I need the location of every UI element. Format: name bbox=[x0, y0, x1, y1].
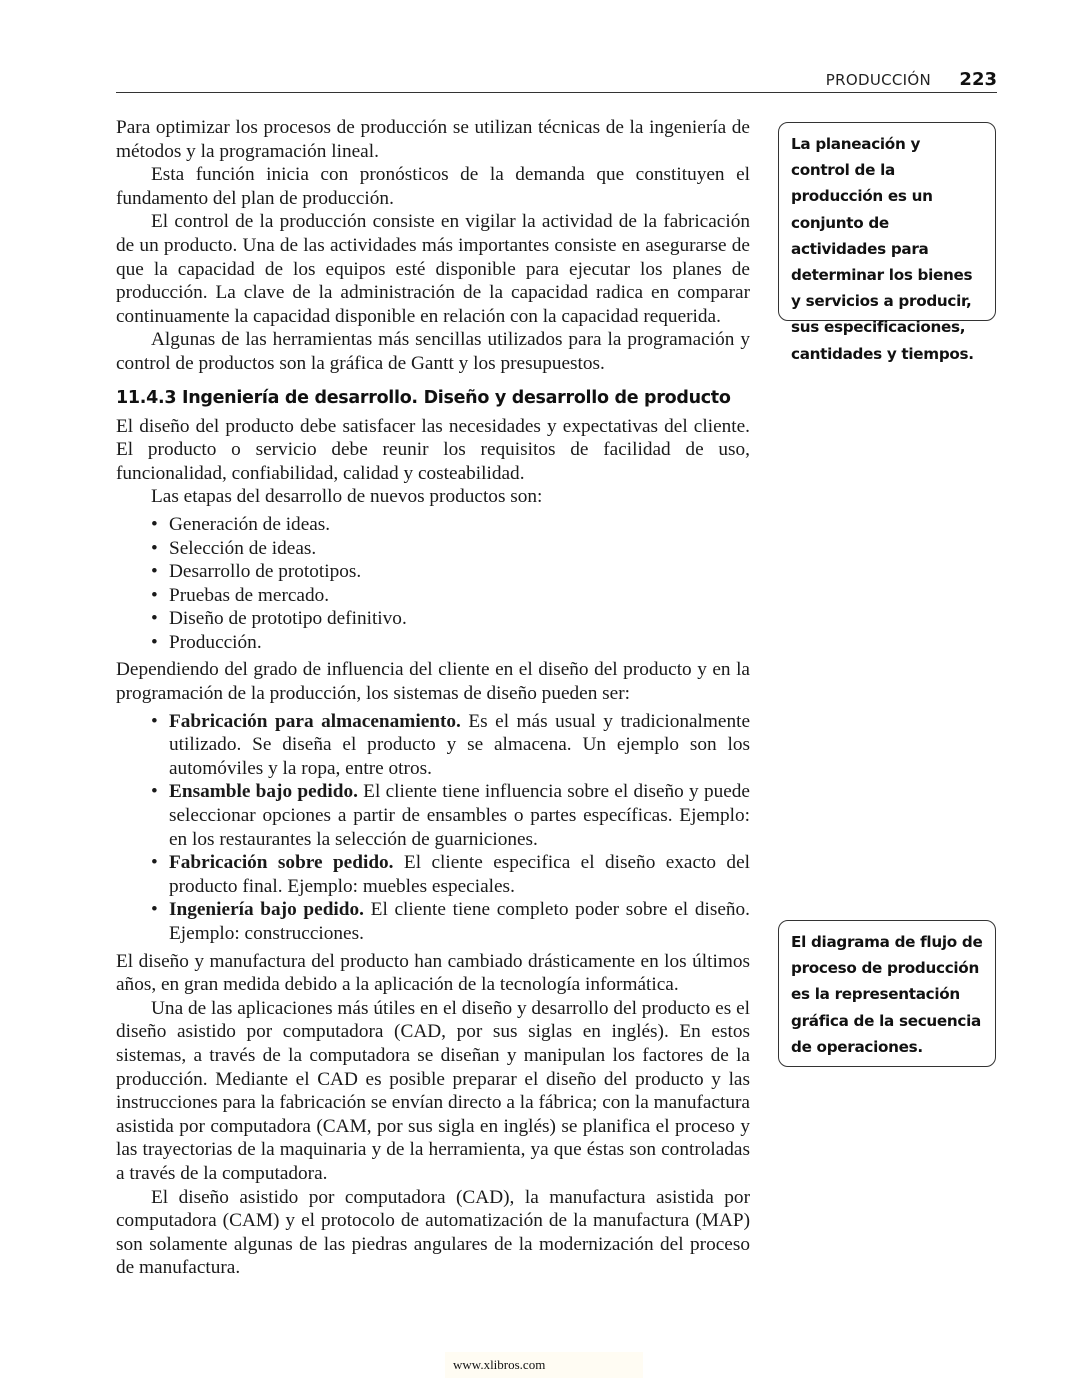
section-heading: 11.4.3 Ingeniería de desarrollo. Diseño y desarrollo de producto bbox=[116, 387, 731, 408]
paragraph: Para optimizar los procesos de producción se utilizan técnicas de la ingeniería de métodos y la programación lineal. bbox=[116, 117, 750, 162]
margin-note-flow-diagram: El diagrama de flujo de proceso de producción es la representación gráfica de la secuencia de operaciones. bbox=[778, 920, 996, 1067]
development-stages-list bbox=[116, 513, 750, 655]
term-description: El cliente especifica el diseño exacto del producto final. Ejemplo: muebles especiales. bbox=[169, 852, 750, 897]
term-description: Es el más usual y tradicionalmente utilizado. Se diseña el producto y se almacena. Un ejemplo son los automóviles y la ropa, entre otros. bbox=[169, 710, 750, 779]
margin-note-planning: La planeación y control de la producción es un conjunto de actividades para determinar los bienes y servicios a producir, sus especificaciones, cantidades y tiempos. bbox=[778, 122, 996, 321]
term: Ingeniería bajo pedido. bbox=[169, 899, 364, 921]
design-systems-list bbox=[116, 710, 750, 946]
list-item: • Producción. bbox=[151, 631, 750, 655]
list-item: • Generación de ideas. bbox=[151, 513, 750, 537]
list-item: • Selección de ideas. bbox=[151, 537, 750, 561]
page-number: 223 bbox=[959, 69, 997, 90]
paragraph: Algunas de las herramientas más sencillas utilizados para la programación y control de productos son la gráfica de Gantt y los presupuestos. bbox=[116, 329, 750, 374]
main-text-column bbox=[116, 116, 750, 1280]
paragraph: Una de las aplicaciones más útiles en el diseño y desarrollo del producto es el diseño asistido por computadora (CAD, por sus siglas en inglés). En estos sistemas, a través de la computadora se diseñan y manipulan los factores de la producción. Mediante el CAD es posible preparar el diseño del producto y las instrucciones para la fabricación se envían directo a la fábrica; con la manufactura asistida por computadora (CAM, por sus sigla en inglés) se planifica el proceso y las trayectorias de la maquinaria y de la herramienta, ya que éstas son controladas a través de la computadora. bbox=[116, 997, 750, 1184]
term: Ensamble bajo pedido. bbox=[169, 781, 358, 803]
running-header bbox=[116, 70, 997, 93]
term-description: El cliente tiene influencia sobre el diseño y puede seleccionar opciones a partir de ensambles o partes específicas. Ejemplo: en los restaurantes la selección de guarniciones. bbox=[169, 781, 750, 850]
list-item: • Desarrollo de prototipos. bbox=[151, 560, 750, 584]
paragraph: El control de la producción consiste en vigilar la actividad de la fabricación de un producto. Una de las actividades más importantes consiste en asegurarse de que la capacidad de los equipos esté disponible para ejecutar los planes de producción. La clave de la administración de la capacidad radica en comparar continuamente la capacidad disponible en relación con la capacidad requerida. bbox=[116, 211, 750, 327]
list-item bbox=[151, 898, 750, 945]
paragraph: El diseño asistido por computadora (CAD), la manufactura asistida por computadora (CAM) y el protocolo de automatización de la manufactura (MAP) son solamente algunas de las piedras angulares de la modernización del proceso de manufactura. bbox=[116, 1186, 750, 1279]
term: Fabricación sobre pedido. bbox=[169, 852, 394, 874]
footer-watermark: www.xlibros.com bbox=[445, 1352, 643, 1378]
paragraph: El diseño del producto debe satisfacer las necesidades y expectativas del cliente. El producto o servicio debe reunir los requisitos de facilidad de uso, funcionalidad, confiabilidad, calidad y costeabilidad. bbox=[116, 415, 750, 484]
list-item bbox=[151, 710, 750, 781]
term: Fabricación para almacenamiento. bbox=[169, 710, 461, 732]
paragraph: Dependiendo del grado de influencia del cliente en el diseño del producto y en la programación de la producción, los sistemas de diseño pueden ser: bbox=[116, 659, 750, 705]
paragraph: Esta función inicia con pronósticos de la demanda que constituyen el fundamento del plan de producción. bbox=[116, 164, 750, 209]
term-description: El cliente tiene completo poder sobre el diseño. Ejemplo: construcciones. bbox=[169, 899, 751, 944]
paragraph: El diseño y manufactura del producto han cambiado drásticamente en los últimos años, en gran medida debido a la aplicación de la tecnología informática. bbox=[116, 950, 750, 996]
chapter-title: PRODUCCIÓN bbox=[825, 71, 931, 89]
list-item: • Diseño de prototipo definitivo. bbox=[151, 607, 750, 631]
paragraph: Las etapas del desarrollo de nuevos productos son: bbox=[151, 486, 543, 508]
list-item: • Pruebas de mercado. bbox=[151, 584, 750, 608]
list-item bbox=[151, 780, 750, 851]
list-item bbox=[151, 851, 750, 898]
